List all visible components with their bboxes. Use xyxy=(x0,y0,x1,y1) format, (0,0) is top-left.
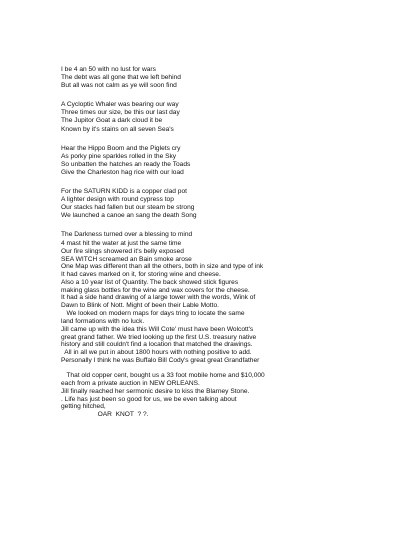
poem-line: A Cycloptic Whaler was bearing our way xyxy=(61,101,179,109)
prose-section xyxy=(61,263,391,419)
prose-line: land formations with no luck. xyxy=(61,317,145,325)
prose-line: It had caves marked on it, for storing wine and cheese. xyxy=(61,270,221,278)
poem-stanza-2 xyxy=(61,101,381,133)
poem-line: A lighter design with round cypress top xyxy=(61,196,174,204)
poem-line: The Jupitor Goat a dark cloud it be xyxy=(61,117,163,125)
prose-line: All in all we put in about 1800 hours with nothing positive to add. xyxy=(61,349,252,357)
prose-paragraph-1 xyxy=(61,263,391,365)
poem-stanza-3 xyxy=(61,145,381,177)
poem-line: SEA WITCH screamed an Bain smoke arose xyxy=(61,255,192,263)
prose-line: . Life has just been so good for us, we be even talking about xyxy=(61,395,237,403)
prose-line: One Map was different than all the others, both in size and type of ink xyxy=(61,263,264,270)
poem-line: Give the Charleston hag rice with our load xyxy=(61,168,184,176)
poem-line: The debt was all gone that we left behind xyxy=(61,74,181,82)
poem-line: Three times our size, be this our last day xyxy=(61,109,180,117)
prose-line: Jill finally reached her sermonic desire to kiss the Blarney Stone. xyxy=(61,387,250,395)
paragraph-spacer xyxy=(61,365,391,372)
poem-line: As porky pine sparkles rolled in the Sky xyxy=(61,152,177,160)
prose-line: That old copper cent, bought us a 33 foot mobile home and $10,000 xyxy=(61,371,265,379)
prose-line: making glass bottles for the wine and wax covers for the cheese. xyxy=(61,286,250,294)
poem-line: Our fire slings showered it's belly exposed xyxy=(61,247,184,255)
poem-line: Hear the Hippo Boom and the Piglets cry xyxy=(61,144,181,152)
prose-line: It had a side hand drawing of a large tower with the words, Wink of xyxy=(61,294,256,302)
prose-line: OAR KNOT ? ?. xyxy=(61,411,149,419)
poem-line: The Darkness turned over a blessing to mind xyxy=(61,231,193,239)
prose-line: Dawn to Blink of Nott. Might of been their Lable Motto. xyxy=(61,302,219,310)
prose-line: each from a private auction in NEW ORLEANS. xyxy=(61,379,200,387)
prose-line: history and still couldn't find a location that matched the drawings. xyxy=(61,341,253,349)
poem-stanza-1 xyxy=(61,66,381,90)
poem-line: Our stacks had fallen but our steam be strong xyxy=(61,204,195,212)
prose-line: Personally I think he was Buffalo Bill Cody's great great Grandfather xyxy=(61,357,260,365)
poem-line: So unbatten the hatches an ready the Toads xyxy=(61,160,191,168)
poem-line: Known by it's stains on all seven Sea's xyxy=(61,125,174,133)
prose-line: Jill came up with the idea this Will Cote' must have been Wolcott's xyxy=(61,325,254,333)
prose-line: We looked on modern maps for days tring to locate the same xyxy=(61,310,245,318)
prose-line: great grand father. We tried looking up the first U.S. treasury native xyxy=(61,333,257,341)
prose-paragraph-2 xyxy=(61,372,391,419)
poem-line: 4 mast hit the water at just the same time xyxy=(61,239,182,247)
poem-stanza-5 xyxy=(61,231,381,263)
poem-stanza-4 xyxy=(61,188,381,220)
poem-line: For the SATURN KIDD is a copper clad pot xyxy=(61,188,187,196)
prose-line: getting hitched, xyxy=(61,403,106,411)
prose-line: Also a 10 year list of Quantity. The back showed stick figures xyxy=(61,278,239,286)
poem-line: But all was not calm as ye will soon find xyxy=(61,82,177,90)
poem xyxy=(61,66,381,275)
poem-line: We launched a canoe an sang the death Song xyxy=(61,212,197,220)
poem-line: I be 4 an 50 with no lust for wars xyxy=(61,66,156,73)
